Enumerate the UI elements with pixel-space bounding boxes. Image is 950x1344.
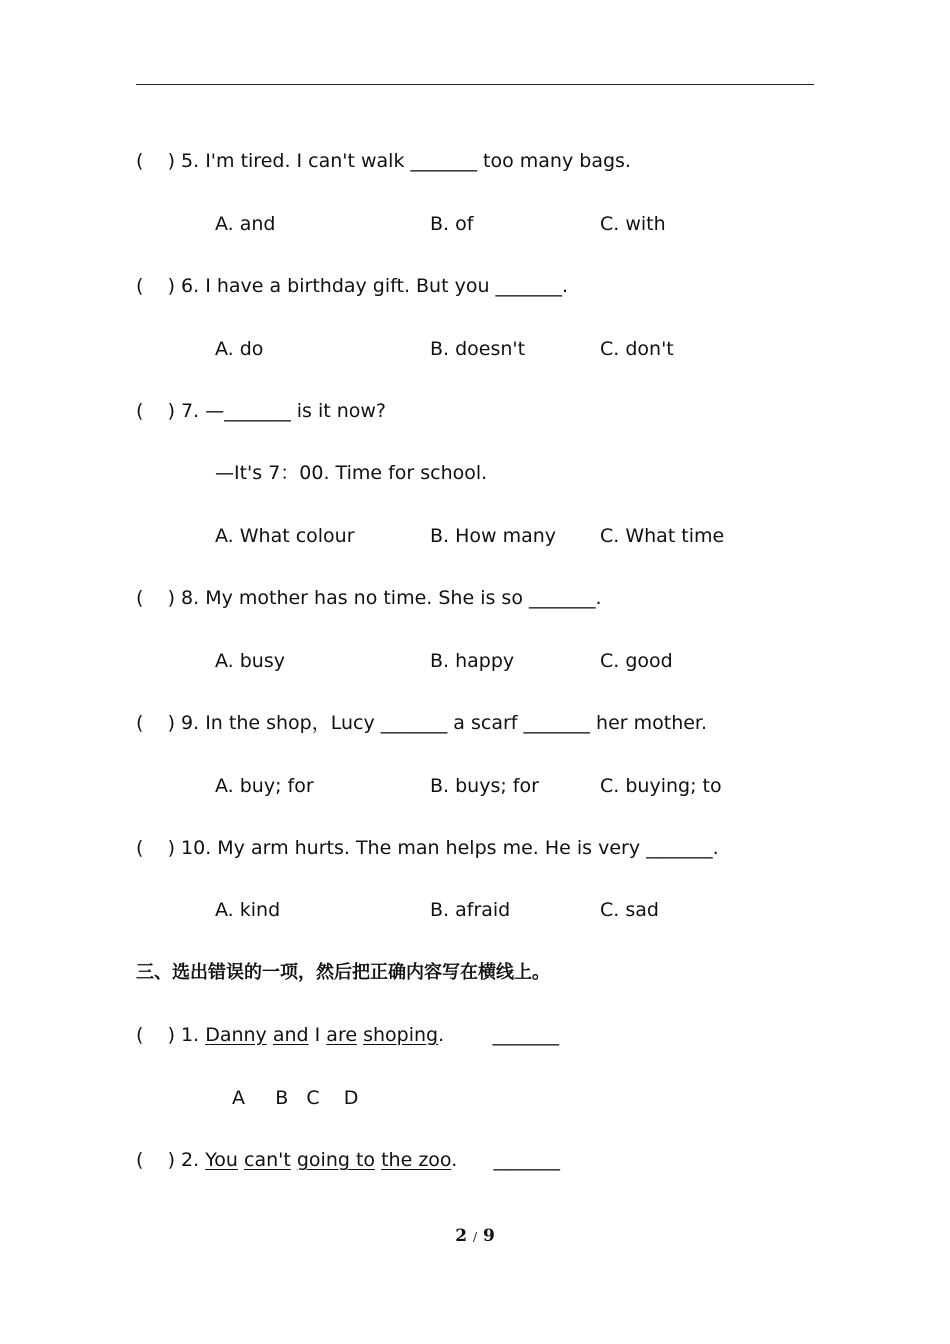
question-7: ( ) 7. —_______ is it now? [136, 400, 387, 422]
q6-option-a: A. do [215, 338, 264, 360]
s3-q1-part-c: are [326, 1024, 358, 1046]
page-current: 2 [455, 1226, 468, 1246]
q5-option-a: A. and [215, 213, 276, 235]
page-separator: / [472, 1230, 478, 1244]
q6-option-c: C. don't [600, 338, 674, 360]
q10-option-b: B. afraid [430, 899, 511, 921]
s3-q2-end: . [451, 1149, 458, 1171]
s3-q2-part-d: the zoo [381, 1149, 452, 1171]
question-6: ( ) 6. I have a birthday gift. But you _______. [136, 275, 569, 297]
s3-q1-gap-2: I [308, 1024, 327, 1046]
question-8: ( ) 8. My mother has no time. She is so _______. [136, 587, 602, 609]
q6-option-b: B. doesn't [430, 338, 526, 360]
q7-option-a: A. What colour [215, 525, 355, 547]
q8-option-c: C. good [600, 650, 673, 672]
page-total: 9 [482, 1226, 495, 1246]
section-3-heading: 三、选出错误的一项，然后把正确内容写在横线上。 [136, 962, 550, 983]
q7-answer-line: —It's 7：00. Time for school. [215, 462, 488, 484]
q10-option-c: C. sad [600, 899, 659, 921]
header-rule [136, 84, 814, 85]
s3-q1-part-d: shoping [363, 1024, 439, 1046]
question-10: ( ) 10. My arm hurts. The man helps me. He is very _______. [136, 837, 719, 859]
q7-option-c: C. What time [600, 525, 725, 547]
q5-option-b: B. of [430, 213, 474, 235]
q9-option-a: A. buy; for [215, 775, 314, 797]
question-5: ( ) 5. I'm tired. I can't walk _______ too many bags. [136, 150, 631, 172]
s3-q1-part-b: and [272, 1024, 309, 1046]
q5-option-c: C. with [600, 213, 666, 235]
s3-q1-end: . [438, 1024, 445, 1046]
s3-q1-blank: _______ [492, 1024, 559, 1046]
s3-q2-part-a: You [205, 1149, 238, 1171]
q7-option-b: B. How many [430, 525, 557, 547]
page-number [0, 1226, 950, 1246]
s3-q1-part-a: Danny [205, 1024, 267, 1046]
s3-q2-blank: _______ [493, 1149, 560, 1171]
q8-option-b: B. happy [430, 650, 515, 672]
s3-q2-part-b: can't [244, 1149, 291, 1171]
s3-question-2 [136, 1147, 560, 1173]
q9-option-c: C. buying; to [600, 775, 722, 797]
q9-option-b: B. buys; for [430, 775, 539, 797]
s3-q1-letters: A B C D [232, 1087, 359, 1109]
question-9: ( ) 9. In the shop，Lucy _______ a scarf _______ her mother. [136, 712, 708, 734]
q10-option-a: A. kind [215, 899, 281, 921]
s3-q2-prefix: ( ) 2. [136, 1149, 206, 1171]
s3-q2-part-c: going to [296, 1149, 376, 1171]
q8-option-a: A. busy [215, 650, 285, 672]
s3-question-1 [136, 1022, 559, 1048]
s3-q1-prefix: ( ) 1. [136, 1024, 206, 1046]
